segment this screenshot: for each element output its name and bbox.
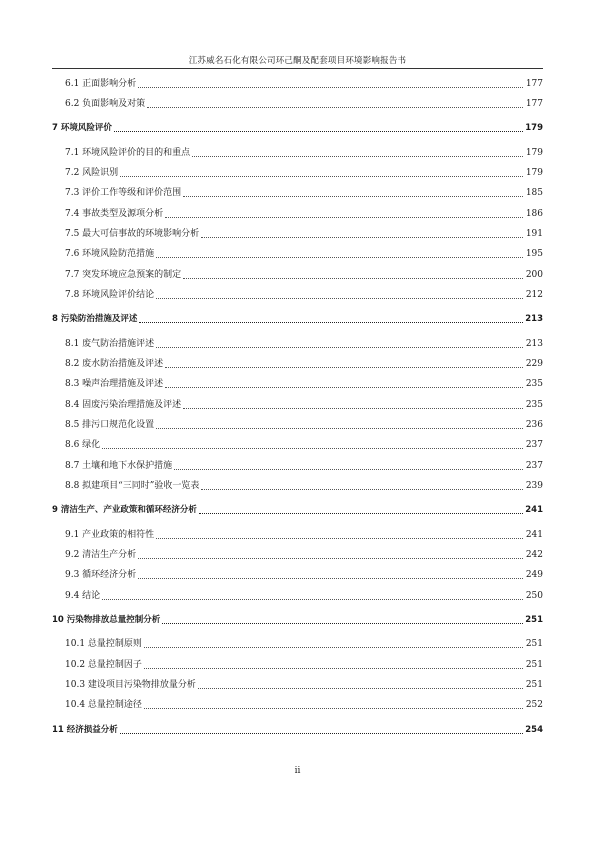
dot-leader [162,620,523,624]
dot-leader [156,254,523,258]
dot-leader [156,344,523,348]
dot-leader [183,193,523,197]
toc-entry-page: 212 [525,290,543,300]
toc-entry-label: 11 经济损益分析 [52,725,118,735]
toc-entry-label: 6.2 负面影响及对策 [65,99,146,109]
dot-leader [156,425,523,429]
toc-entry-page: 251 [525,615,543,625]
toc-entry-page: 241 [525,530,543,540]
toc-entry-label: 7.1 环境风险评价的目的和重点 [65,148,191,158]
toc-entry-page: 236 [525,420,543,430]
toc-entry-label: 7.8 环境风险评价结论 [65,290,155,300]
dot-leader [147,104,523,108]
toc-section-entry[interactable] [52,246,543,260]
toc-entry-page: 179 [525,168,543,178]
toc-entry-label: 8.5 排污口规范化设置 [65,420,155,430]
dot-leader [165,384,523,388]
dot-leader [144,705,523,709]
toc-entry-label: 8.7 土壤和地下水保护措施 [65,461,173,471]
toc-entry-page: 251 [525,680,543,690]
toc-entry-page: 179 [525,148,543,158]
toc-chapter-entry[interactable] [52,722,543,736]
toc-section-entry[interactable] [52,226,543,240]
dot-leader [120,730,523,734]
toc-chapter-entry[interactable] [52,120,543,134]
toc-entry-label: 7.6 环境风险防范措施 [65,249,155,259]
toc-entry-page: 249 [525,570,543,580]
toc-entry-page: 195 [525,249,543,259]
toc-entry-label: 8.1 废气防治措施评述 [65,339,155,349]
dot-leader [156,535,523,539]
toc-entry-page: 191 [525,229,543,239]
dot-leader [201,486,523,490]
toc-entry-page: 177 [525,79,543,89]
toc-section-entry[interactable] [52,588,543,602]
toc-section-entry[interactable] [52,145,543,159]
toc-section-entry[interactable] [52,287,543,301]
dot-leader [201,234,523,238]
toc-entry-page: 242 [525,550,543,560]
toc-entry-page: 237 [525,461,543,471]
dot-leader [174,466,523,470]
toc-entry-page: 229 [525,359,543,369]
dot-leader [165,364,523,368]
toc-entry-page: 251 [525,639,543,649]
toc-entry-page: 250 [525,591,543,601]
toc-entry-label: 9.3 循环经济分析 [65,570,137,580]
toc-section-entry[interactable] [52,376,543,390]
toc-section-entry[interactable] [52,478,543,492]
toc-section-entry[interactable] [52,437,543,451]
toc-section-entry[interactable] [52,267,543,281]
toc-entry-label: 10.4 总量控制途径 [65,700,142,710]
dot-leader [144,665,523,669]
toc-entry-page: 185 [525,188,543,198]
toc-entry-page: 254 [525,725,543,735]
toc-entry-label: 8 污染防治措施及评述 [52,314,138,324]
toc-entry-page: 235 [525,400,543,410]
toc-section-entry[interactable] [52,397,543,411]
dot-leader [192,153,523,157]
toc-entry-label: 7 环境风险评价 [52,123,112,133]
toc-entry-page: 237 [525,440,543,450]
dot-leader [102,445,523,449]
dot-leader [138,555,523,559]
toc-entry-label: 7.5 最大可信事故的环境影响分析 [65,229,200,239]
toc-entry-page: 177 [525,99,543,109]
toc-chapter-entry[interactable] [52,612,543,626]
dot-leader [199,510,523,514]
toc-entry-page: 235 [525,379,543,389]
toc-section-entry[interactable] [52,636,543,650]
toc-entry-page: 186 [525,209,543,219]
toc-entry-label: 8.2 废水防治措施及评述 [65,359,164,369]
toc-entry-label: 6.1 正面影响分析 [65,79,137,89]
toc-section-entry[interactable] [52,697,543,711]
toc-section-entry[interactable] [52,185,543,199]
dot-leader [183,275,523,279]
toc-section-entry[interactable] [52,417,543,431]
toc-chapter-entry[interactable] [52,502,543,516]
dot-leader [165,214,523,218]
toc-section-entry[interactable] [52,356,543,370]
toc-entry-label: 9.1 产业政策的相符性 [65,530,155,540]
dot-leader [156,295,523,299]
toc-entry-page: 239 [525,481,543,491]
toc-section-entry[interactable] [52,206,543,220]
toc-entry-label: 8.6 绿化 [65,440,101,450]
toc-section-entry[interactable] [52,657,543,671]
toc-entry-label: 7.2 风险识别 [65,168,119,178]
toc-entry-page: 251 [525,660,543,670]
dot-leader [120,173,523,177]
toc-section-entry[interactable] [52,96,543,110]
toc-section-entry[interactable] [52,547,543,561]
toc-entry-label: 10 污染物排放总量控制分析 [52,615,161,625]
toc-entry-label: 9.4 结论 [65,591,101,601]
running-header: 江苏威名石化有限公司环己酮及配套项目环境影响报告书 [188,56,407,66]
dot-leader [102,596,523,600]
toc-entry-label: 7.7 突发环境应急预案的制定 [65,270,182,280]
toc-section-entry[interactable] [52,336,543,350]
toc-section-entry[interactable] [52,458,543,472]
toc-entry-page: 252 [525,700,543,710]
page-number: ii [294,766,301,776]
toc-entry-label: 9.2 清洁生产分析 [65,550,137,560]
toc-entry-label: 7.3 评价工作等级和评价范围 [65,188,182,198]
toc-section-entry[interactable] [52,527,543,541]
toc-entry-page: 179 [525,123,543,133]
dot-leader [138,575,523,579]
toc-entry-label: 10.3 建设项目污染物排放量分析 [65,680,196,690]
toc-section-entry[interactable] [52,677,543,691]
dot-leader [139,319,523,323]
dot-leader [114,128,523,132]
toc-chapter-entry[interactable] [52,311,543,325]
dot-leader [198,685,523,689]
toc-section-entry[interactable] [52,165,543,179]
toc-entry-label: 10.2 总量控制因子 [65,660,142,670]
toc-entry-page: 213 [525,314,543,324]
toc-entry-label: 10.1 总量控制原则 [65,639,142,649]
dot-leader [138,84,523,88]
toc-entry-label: 8.3 噪声治理措施及评述 [65,379,164,389]
toc-entry-label: 8.4 固废污染治理措施及评述 [65,400,182,410]
toc-entry-page: 213 [525,339,543,349]
toc-entry-label: 7.4 事故类型及源项分析 [65,209,164,219]
toc-section-entry[interactable] [52,76,543,90]
toc-entry-page: 200 [525,270,543,280]
dot-leader [144,644,523,648]
toc-entry-label: 8.8 拟建项目“三同时”验收一览表 [65,481,200,491]
toc-entry-label: 9 清洁生产、产业政策和循环经济分析 [52,505,197,515]
toc-section-entry[interactable] [52,567,543,581]
header-rule [52,68,543,69]
toc-entry-page: 241 [525,505,543,515]
dot-leader [183,405,523,409]
